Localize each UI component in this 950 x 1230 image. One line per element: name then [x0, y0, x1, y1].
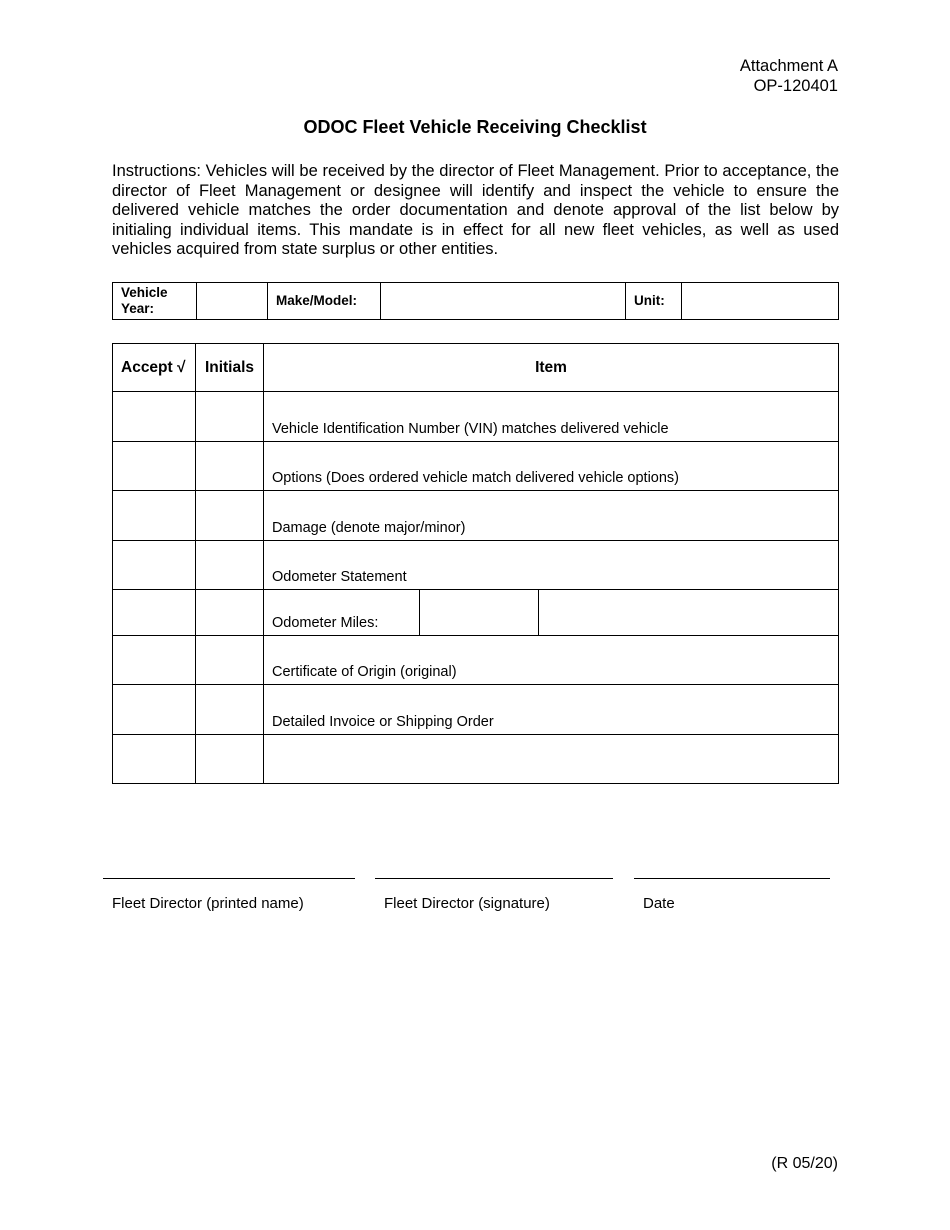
attachment-header	[740, 56, 838, 96]
make-model-field[interactable]	[381, 283, 626, 320]
accept-cell[interactable]	[113, 540, 196, 590]
item-blank[interactable]	[264, 734, 839, 784]
odometer-miles-label: Odometer Miles:	[264, 590, 420, 635]
initials-column-header: Initials	[196, 344, 264, 392]
initials-cell[interactable]	[196, 540, 264, 590]
printed-name-label: Fleet Director (printed name)	[112, 895, 304, 912]
table-row	[113, 734, 839, 784]
accept-cell[interactable]	[113, 635, 196, 685]
table-row	[113, 635, 839, 685]
vehicle-info-table	[112, 282, 839, 320]
receiving-checklist-table	[112, 343, 839, 784]
unit-label: Unit:	[626, 283, 682, 320]
item-damage: Damage (denote major/minor)	[264, 491, 839, 541]
table-row	[113, 540, 839, 590]
accept-cell[interactable]	[113, 392, 196, 442]
revision-code: (R 05/20)	[771, 1155, 838, 1172]
accept-column-header: Accept √	[113, 344, 196, 392]
table-row	[113, 685, 839, 735]
item-invoice: Detailed Invoice or Shipping Order	[264, 685, 839, 735]
date-label: Date	[643, 895, 675, 912]
initials-cell[interactable]	[196, 392, 264, 442]
accept-cell[interactable]	[113, 441, 196, 491]
date-line[interactable]	[634, 878, 830, 879]
table-row	[113, 441, 839, 491]
accept-cell[interactable]	[113, 491, 196, 541]
accept-cell[interactable]	[113, 590, 196, 636]
signature-label: Fleet Director (signature)	[384, 895, 550, 912]
item-odometer-miles	[264, 590, 839, 636]
unit-field[interactable]	[682, 283, 839, 320]
table-row	[113, 590, 839, 636]
initials-cell[interactable]	[196, 635, 264, 685]
page-title: ODOC Fleet Vehicle Receiving Checklist	[303, 117, 647, 137]
item-vin: Vehicle Identification Number (VIN) matches delivered vehicle	[264, 392, 839, 442]
accept-cell[interactable]	[113, 734, 196, 784]
checklist-header-row	[113, 344, 839, 392]
signature-line[interactable]	[375, 878, 613, 879]
table-row	[113, 392, 839, 442]
instructions-text: Instructions: Vehicles will be received by the director of Fleet Management. Prior to acceptance, the director of Fleet Management or designee will identify and inspect the vehicle to ensure the delivered vehicle matches the order documentation and denote approval of the list below by initialing individual items. This mandate is in effect for all new fleet vehicles, as well as used vehicles acquired from state surplus or other entities.	[112, 162, 839, 259]
make-model-label: Make/Model:	[268, 283, 381, 320]
attachment-label: Attachment A	[739, 57, 838, 75]
item-options: Options (Does ordered vehicle match delivered vehicle options)	[264, 441, 839, 491]
item-column-header: Item	[264, 344, 839, 392]
initials-cell[interactable]	[196, 491, 264, 541]
item-certificate-of-origin: Certificate of Origin (original)	[264, 635, 839, 685]
initials-cell[interactable]	[196, 590, 264, 636]
item-odometer-statement: Odometer Statement	[264, 540, 839, 590]
initials-cell[interactable]	[196, 685, 264, 735]
accept-cell[interactable]	[113, 685, 196, 735]
table-row	[113, 491, 839, 541]
vehicle-year-label: Vehicle Year:	[113, 283, 197, 320]
initials-cell[interactable]	[196, 441, 264, 491]
odometer-extra-cell[interactable]	[539, 590, 838, 635]
op-number: OP-120401	[753, 77, 838, 95]
odometer-miles-field[interactable]	[420, 590, 539, 635]
vehicle-year-field[interactable]	[197, 283, 268, 320]
printed-name-line[interactable]	[103, 878, 355, 879]
initials-cell[interactable]	[196, 734, 264, 784]
